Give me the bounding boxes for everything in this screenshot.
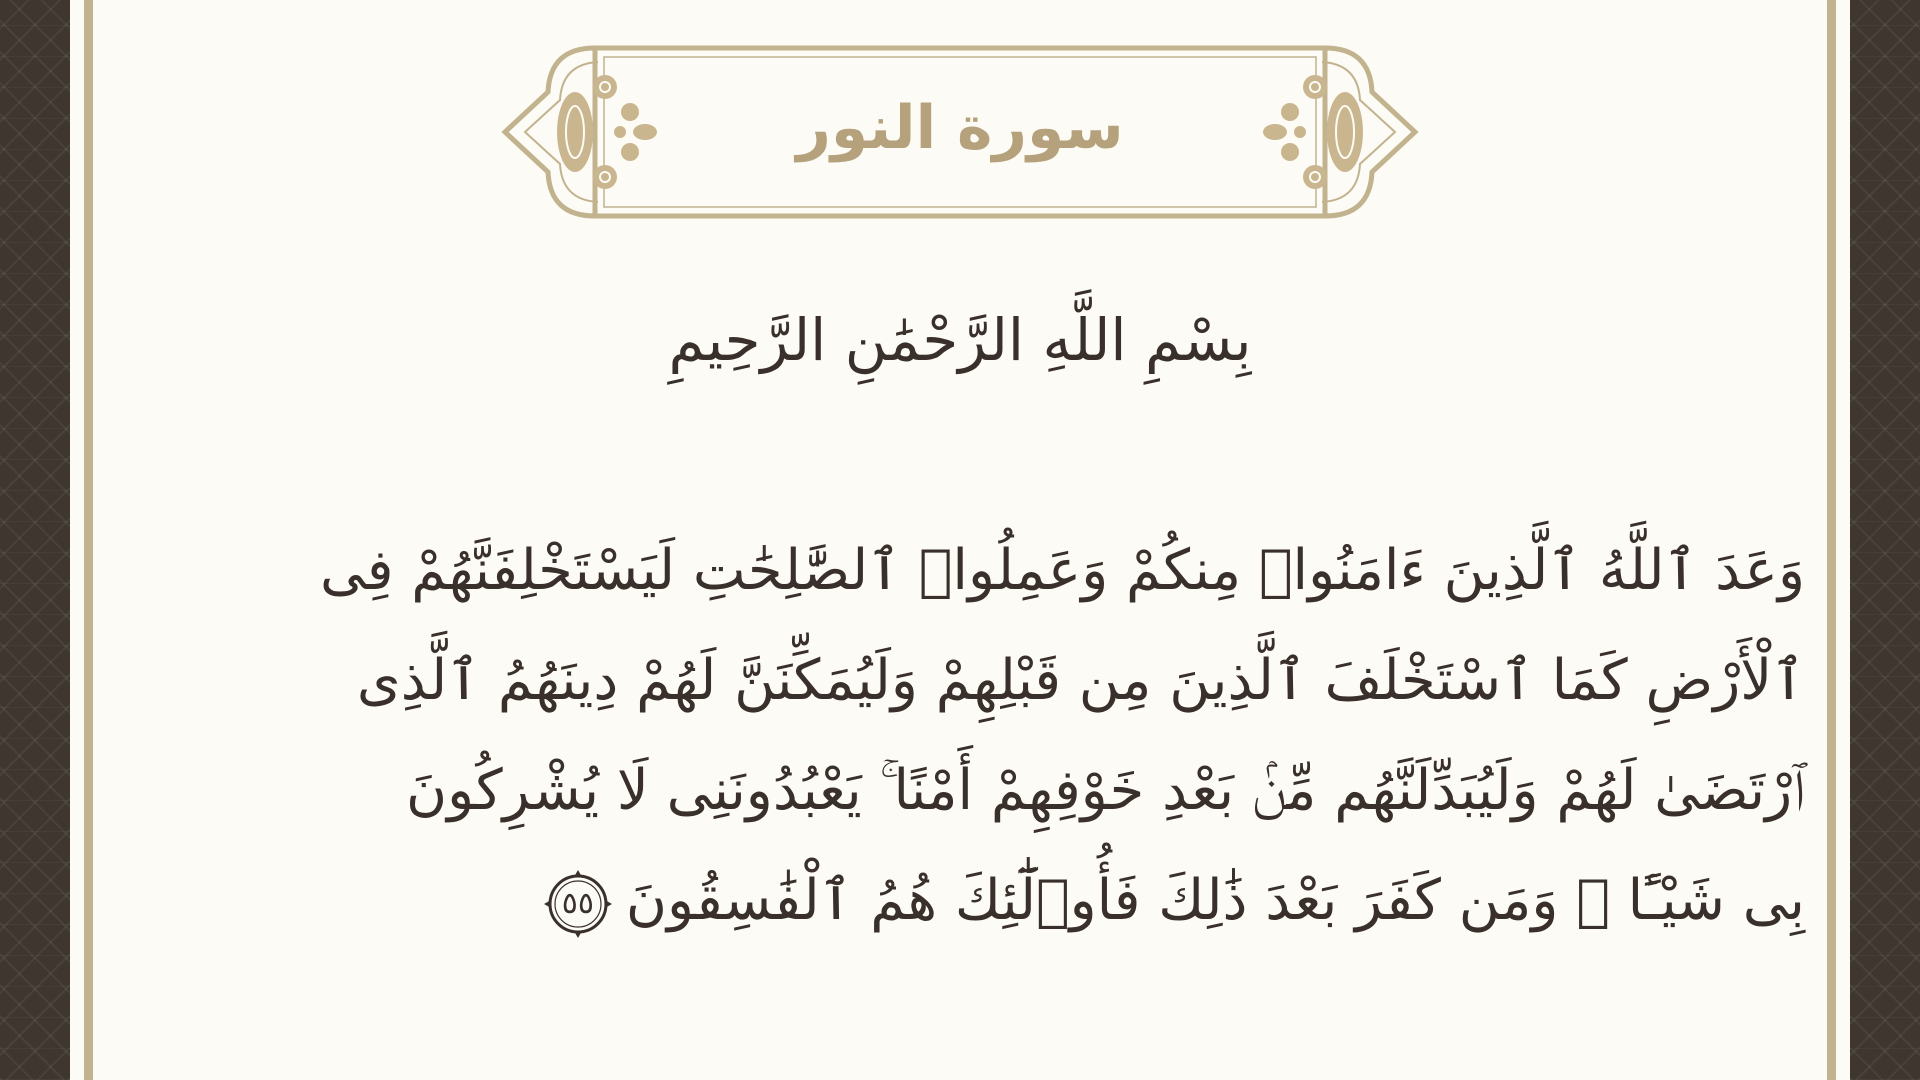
basmala: بِسْمِ اللَّهِ الرَّحْمَٰنِ الرَّحِيمِ (668, 306, 1252, 374)
verse-line: ٱلْأَرْضِ كَمَا ٱسْتَخْلَفَ ٱلَّذِينَ مِن قَبْلِهِمْ وَلَيُمَكِّنَنَّ لَهُمْ دِينَهُمُ ٱلَّذِى (356, 648, 1805, 713)
right-ornamental-border (1850, 0, 1920, 1080)
surah-header-frame (500, 42, 1420, 222)
ayah-number: ٥٥ (561, 885, 595, 921)
left-ornamental-border (0, 0, 70, 1080)
surah-title: سورة النور (796, 93, 1124, 163)
ayah-end-marker (544, 870, 612, 938)
verse-line-last (250, 846, 1805, 956)
right-gold-rule (1827, 0, 1836, 1080)
verse-line: ٱرْتَضَىٰ لَهُمْ وَلَيُبَدِّلَنَّهُم مِّنۢ بَعْدِ خَوْفِهِمْ أَمْنًا ۚ يَعْبُدُونَنِى لَا يُشْرِكُونَ (405, 758, 1805, 823)
verse-text (250, 516, 1805, 956)
verse-line-text: بِى شَيْـًٔا ۚ وَمَن كَفَرَ بَعْدَ ذَٰلِكَ فَأُو۟لَٰٓئِكَ هُمُ ٱلْفَٰسِقُونَ (625, 868, 1805, 933)
left-gold-rule (84, 0, 93, 1080)
verse-line: وَعَدَ ٱللَّهُ ٱلَّذِينَ ءَامَنُوا۟ مِنكُمْ وَعَمِلُوا۟ ٱلصَّٰلِحَٰتِ لَيَسْتَخْلِفَنَّهُمْ فِى (320, 538, 1805, 603)
